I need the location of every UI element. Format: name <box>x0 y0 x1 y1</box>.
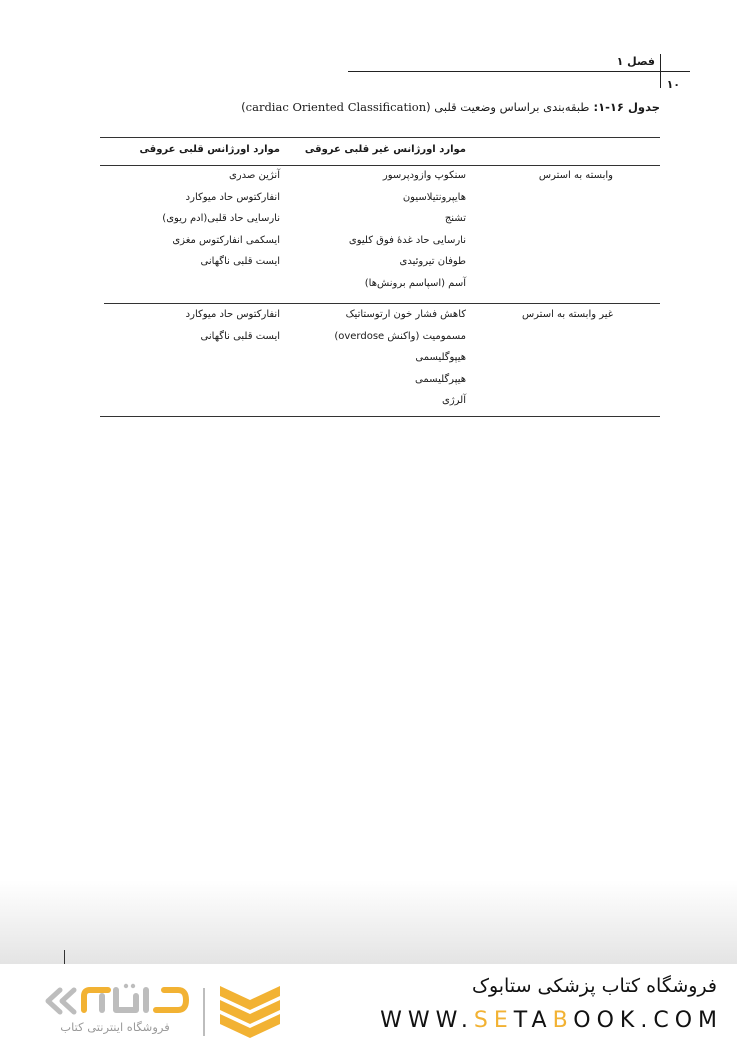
list-item: کاهش فشار خون ارتوستاتیک <box>345 309 466 320</box>
logo-divider <box>203 988 205 1036</box>
row1-category <box>539 165 613 187</box>
url-part: TA <box>513 1008 553 1033</box>
list-item: آلرژی <box>442 395 466 407</box>
store-url[interactable] <box>380 1008 723 1033</box>
row2-category <box>522 304 613 326</box>
list-item: طوفان تیروئیدی <box>399 256 466 268</box>
list-item: سنکوپ وازودپرسور <box>382 170 466 181</box>
header-non-cardiac: موارد اورژانس غیر قلبی عروقی <box>304 144 466 155</box>
footer-tick <box>64 950 65 964</box>
list-item: نارسایی حاد قلبی(ادم ریوی) <box>162 213 280 225</box>
list-item: مسمومیت (واکنش overdose) <box>334 330 466 342</box>
category-cell: غیر وابسته به استرس <box>521 309 613 320</box>
row1-cardiac-list <box>162 165 280 273</box>
category-cell: وابسته به استرس <box>538 170 613 181</box>
list-item: انفارکتوس حاد میوکارد <box>185 191 280 203</box>
list-item: آنژین صدری <box>228 170 280 181</box>
list-item: هیپوگلیسمی <box>415 352 466 364</box>
header-rule <box>348 71 690 72</box>
list-item: ایست قلبی ناگهانی <box>200 330 280 342</box>
header-cardiac: موارد اورژانس قلبی عروقی <box>139 144 280 155</box>
table-top-rule <box>100 137 660 138</box>
list-item: انفارکتوس حاد میوکارد <box>185 309 280 320</box>
url-part-highlight: SE <box>473 1008 514 1033</box>
list-item: ایست قلبی ناگهانی <box>200 256 280 268</box>
chapter-title: فصل ۱ <box>616 55 655 68</box>
row1-non-cardiac-list <box>349 165 466 295</box>
list-item: نارسایی حاد غدهٔ فوق کلیوی <box>348 234 466 246</box>
url-part: WWW. <box>380 1008 474 1033</box>
caption-label: جدول ۱۶-۱: <box>589 100 660 114</box>
list-item: ایسکمی انفارکتوس مغزی <box>172 234 280 246</box>
list-item: تشنج <box>444 213 466 225</box>
brand-tagline: فروشگاه اینترنتی کتاب <box>60 1020 170 1034</box>
row2-non-cardiac-list <box>334 304 466 412</box>
list-item: آسم (اسپاسم برونش‌ها) <box>364 277 466 289</box>
table-bottom-rule <box>100 416 660 417</box>
page-number: ۱۰ <box>666 78 680 91</box>
list-item: هیپرگلیسمی <box>415 373 466 385</box>
store-name: فروشگاه کتاب پزشکی ستابوک <box>471 975 717 997</box>
url-part: OOK.COM <box>573 1008 723 1033</box>
footer-shadow <box>0 880 737 964</box>
row2-cardiac-list <box>186 304 280 347</box>
caption-title: طبقه‌بندی براساس وضعیت قلبی ( <box>426 100 590 114</box>
url-part-highlight: B <box>552 1008 574 1033</box>
list-item: هایپرونتیلاسیون <box>402 191 466 203</box>
caption-title-close: ) <box>241 100 246 114</box>
chevron-stack-icon <box>218 984 282 1040</box>
brand-logo <box>38 982 198 1020</box>
table-caption <box>241 100 660 114</box>
caption-title-en: cardiac Oriented Classification <box>245 100 427 114</box>
